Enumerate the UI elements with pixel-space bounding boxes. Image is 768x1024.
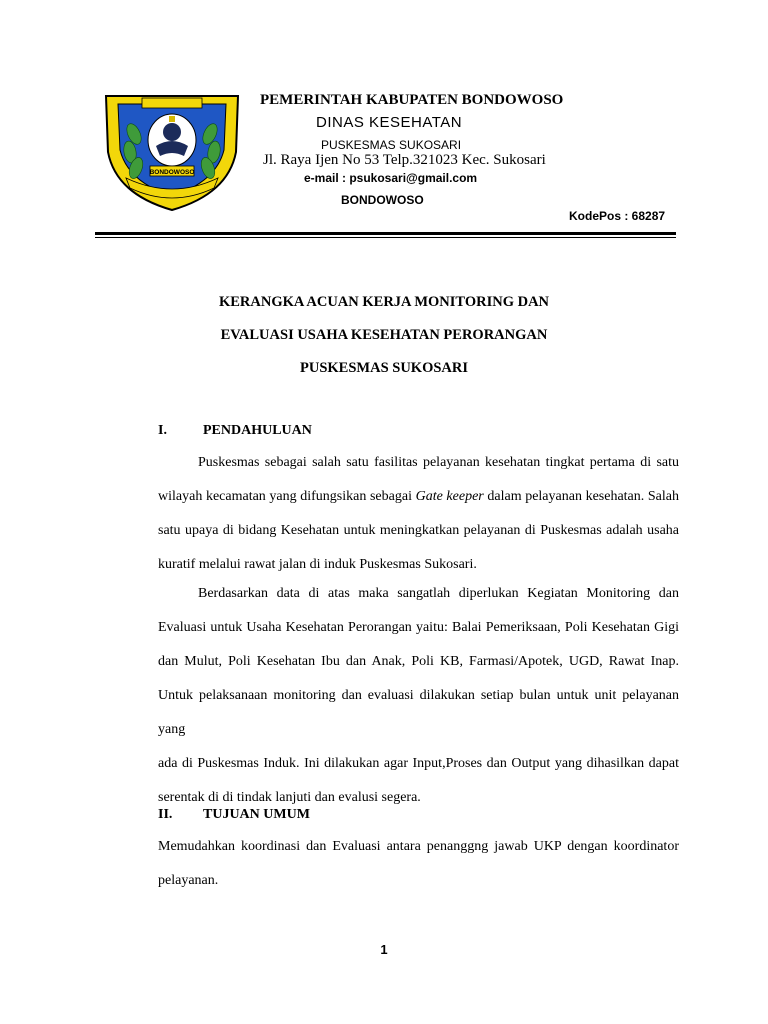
page-number: 1 (380, 942, 388, 957)
section-2-paragraph-1 (158, 830, 679, 898)
header-divider-thin (95, 237, 676, 238)
bondowoso-emblem-logo (96, 82, 248, 214)
paragraph-line: Puskesmas sebagai salah satu fasilitas pelayanan kesehatan tingkat pertama di satu (198, 455, 679, 470)
paragraph-line: Berdasarkan data di atas maka sangatlah diperlukan Kegiatan Monitoring dan (198, 586, 679, 601)
paragraph-line: kuratif melalui rawat jalan di induk Puskesmas Sukosari. (158, 557, 477, 572)
department-name: DINAS KESEHATAN (316, 114, 463, 131)
section-2-heading: TUJUAN UMUM (203, 807, 310, 822)
document-title-line-3: PUSKESMAS SUKOSARI (300, 360, 468, 376)
paragraph-line: Untuk pelaksanaan monitoring dan evaluasi dilakukan setiap bulan untuk unit pelayanan yang (158, 688, 679, 737)
government-name: PEMERINTAH KABUPATEN BONDOWOSO (260, 92, 564, 108)
address-line: Jl. Raya Ijen No 53 Telp.321023 Kec. Sukosari (263, 152, 546, 168)
section-2-number: II. (158, 807, 173, 822)
paragraph-line: satu upaya di bidang Kesehatan untuk meningkatkan pelayanan di Puskesmas adalah usaha (158, 523, 679, 538)
section-1-paragraph-2 (158, 577, 679, 815)
logo-text: BONDOWOSO (149, 169, 195, 176)
email-line: e-mail : psukosari@gmail.com (304, 171, 478, 185)
document-title-line-1: KERANGKA ACUAN KERJA MONITORING DAN (218, 294, 550, 310)
paragraph-line: serentak di di tindak lanjuti dan evalusi segera. (158, 790, 421, 805)
paragraph-line: Memudahkan koordinasi dan Evaluasi antara penanggng jawab UKP dengan koordinator (158, 839, 679, 854)
emphasis-term: Gate keeper (415, 489, 484, 504)
header-divider-thick (95, 232, 676, 235)
paragraph-line: dan Mulut, Poli Kesehatan Ibu dan Anak, Poli KB, Farmasi/Apotek, UGD, Rawat Inap. (158, 654, 679, 669)
institution-name: PUSKESMAS SUKOSARI (321, 138, 462, 152)
paragraph-line: pelayanan. (158, 873, 219, 888)
postal-code: KodePos : 68287 (569, 209, 666, 223)
section-1-heading: PENDAHULUAN (203, 423, 312, 438)
paragraph-line: Evaluasi untuk Usaha Kesehatan Perorangan yaitu: Balai Pemeriksaan, Poli Kesehatan Gigi (158, 620, 679, 635)
paragraph-line: ada di Puskesmas Induk. Ini dilakukan agar Input,Proses dan Output yang dihasilkan dapat (158, 756, 679, 771)
paragraph-line: wilayah kecamatan yang difungsikan sebagai Gate keeper dalam pelayanan kesehatan. Salah (158, 489, 679, 504)
document-title-line-2: EVALUASI USAHA KESEHATAN PERORANGAN (220, 327, 548, 343)
city-name: BONDOWOSO (341, 193, 424, 207)
section-1-paragraph-1 (158, 446, 679, 582)
section-1-number: I. (158, 423, 167, 438)
